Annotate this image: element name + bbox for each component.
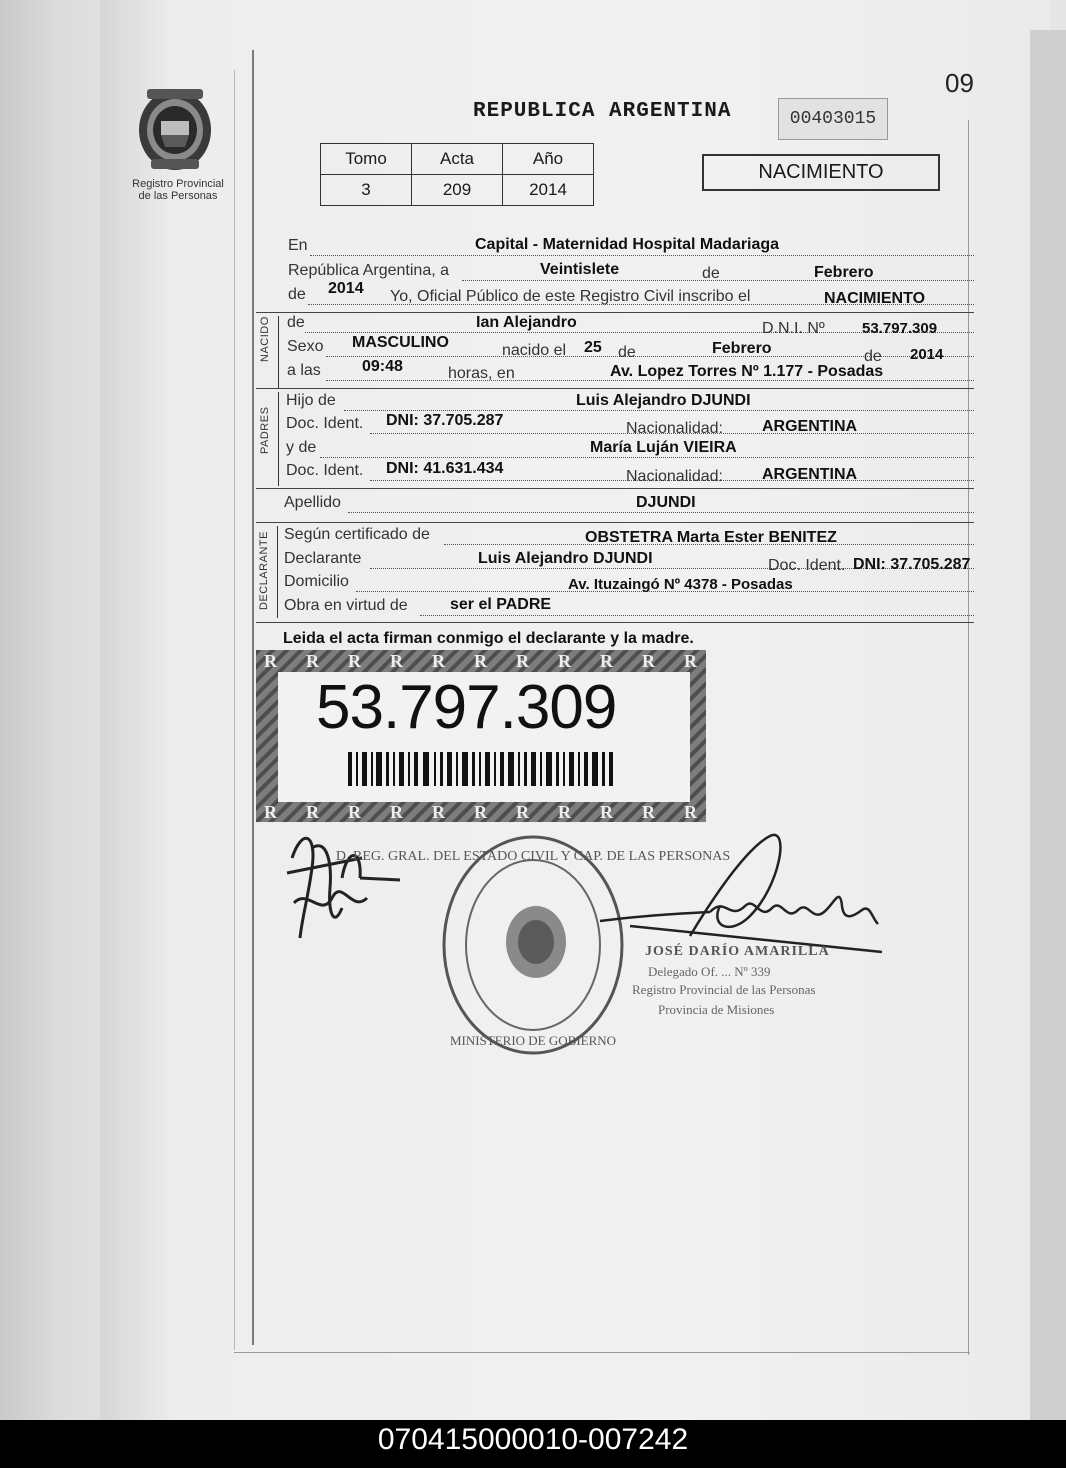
svg-text:R: R <box>390 651 403 671</box>
official-name: JOSÉ DARÍO AMARILLA <box>645 944 830 959</box>
seal-inner-text: MINISTERIO DE GOBIERNO <box>449 1033 617 1048</box>
father-nationality-value: ARGENTINA <box>762 418 858 435</box>
svg-text:R: R <box>516 802 529 822</box>
section-divider <box>256 312 974 313</box>
official-province: Provincia de Misiones <box>658 1002 775 1017</box>
svg-text:R: R <box>264 802 277 822</box>
record-kind-value: NACIMIENTO <box>824 290 926 307</box>
field-label: En <box>288 237 308 254</box>
dotted-line <box>420 614 974 616</box>
place-value: Capital - Maternidad Hospital Madariaga <box>475 236 780 253</box>
table-cell: 3 <box>321 175 412 206</box>
certificate-value: OBSTETRA Marta Ester BENITEZ <box>585 529 837 546</box>
svg-text:R: R <box>432 802 445 822</box>
field-label: nacido el <box>502 342 567 359</box>
field-label: Doc. Ident. <box>286 415 364 432</box>
frame-line <box>234 70 235 1350</box>
father-doc-value: DNI: 37.705.287 <box>386 412 504 429</box>
svg-text:R: R <box>474 651 487 671</box>
field-label: y de <box>286 439 317 456</box>
section-label: DECLARANTE <box>258 531 270 610</box>
country-title: REPUBLICA ARGENTINA <box>473 100 732 123</box>
svg-text:R: R <box>432 651 445 671</box>
field-label: de <box>288 286 306 303</box>
page-number: 09 <box>945 68 974 98</box>
svg-text:R: R <box>600 802 613 822</box>
svg-text:R: R <box>600 651 613 671</box>
field-label: Apellido <box>284 494 341 511</box>
table-header: Tomo <box>321 144 412 175</box>
tomo-acta-table <box>320 143 594 206</box>
mother-nationality-value: ARGENTINA <box>762 466 858 483</box>
field-label: Hijo de <box>286 392 336 409</box>
signature-left <box>272 818 412 948</box>
svg-text:R: R <box>348 651 361 671</box>
section-divider <box>256 522 974 523</box>
field-label: horas, en <box>448 365 515 382</box>
field-label: Nacionalidad: <box>626 468 723 485</box>
section-divider <box>256 388 974 389</box>
frame-line <box>234 1352 970 1353</box>
svg-text:R: R <box>390 802 403 822</box>
section-bar <box>277 526 278 618</box>
svg-text:R: R <box>558 802 571 822</box>
page-edge <box>1030 30 1066 1420</box>
address-value: Av. Ituzaingó Nº 4378 - Posadas <box>568 576 793 593</box>
section-bar <box>278 392 279 486</box>
mother-doc-value: DNI: 41.631.434 <box>386 460 504 477</box>
official-organization: Registro Provincial de las Personas <box>632 982 816 997</box>
svg-text:R: R <box>348 802 361 822</box>
child-name-value: Ian Alejandro <box>476 314 577 331</box>
serial-number: 00403015 <box>778 98 888 140</box>
dni-label-number: 53.797.309 <box>316 673 617 742</box>
month-value: Febrero <box>814 264 874 281</box>
svg-text:R: R <box>684 802 697 822</box>
svg-text:R: R <box>306 802 319 822</box>
registry-caption-line: de las Personas <box>138 190 218 202</box>
field-label: Doc. Ident. <box>768 557 846 574</box>
svg-text:R: R <box>516 651 529 671</box>
signature-right <box>600 826 890 956</box>
declarant-doc-value: DNI: 37.705.287 <box>853 556 971 573</box>
section-label: PADRES <box>259 406 271 454</box>
field-label: Domicilio <box>284 573 349 590</box>
svg-text:R: R <box>264 651 277 671</box>
section-divider <box>256 488 974 489</box>
dotted-line <box>310 254 974 256</box>
section-label: NACIDO <box>259 316 271 362</box>
footer-code: 070415000010-007242 <box>377 1423 689 1456</box>
father-name-value: Luis Alejandro DJUNDI <box>576 392 751 409</box>
field-label: de <box>618 344 636 361</box>
year-value: 2014 <box>328 280 364 297</box>
field-label: Doc. Ident. <box>286 462 364 479</box>
field-label: de <box>702 265 720 282</box>
province-emblem-icon <box>135 85 215 175</box>
table-header: Año <box>503 144 594 175</box>
svg-text:R: R <box>306 651 319 671</box>
declarant-value: Luis Alejandro DJUNDI <box>478 550 653 567</box>
field-label: de <box>287 314 305 331</box>
child-dni-value: 53.797.309 <box>862 320 938 337</box>
table-header: Acta <box>412 144 503 175</box>
day-value: Veintislete <box>540 261 620 278</box>
capacity-value: ser el PADRE <box>450 596 552 613</box>
seal-outer-text: D. REG. GRAL. DEL ESTADO CIVIL Y CAP. DE LAS PERSONAS <box>335 849 731 864</box>
registry-caption <box>118 178 238 202</box>
table-cell: 2014 <box>503 175 594 206</box>
field-label: Sexo <box>287 338 324 355</box>
birth-year-value: 2014 <box>910 346 944 363</box>
section-bar <box>278 316 279 388</box>
field-label: D.N.I. Nº <box>762 320 825 337</box>
svg-text:R: R <box>474 802 487 822</box>
frame-line <box>252 50 254 1345</box>
svg-text:R: R <box>642 651 655 671</box>
record-type-box: NACIMIENTO <box>702 154 940 191</box>
svg-text:R: R <box>558 651 571 671</box>
birth-place-value: Av. Lopez Torres Nº 1.177 - Posadas <box>610 363 884 380</box>
surname-value: DJUNDI <box>636 494 696 511</box>
closing-statement: Leida el acta firman conmigo el declarante y la madre. <box>283 630 694 647</box>
field-label: Declarante <box>284 550 362 567</box>
field-label: Según certificado de <box>284 526 430 543</box>
svg-text:R: R <box>642 802 655 822</box>
table-cell: 209 <box>412 175 503 206</box>
field-label: de <box>864 348 882 365</box>
section-divider <box>256 622 974 623</box>
sex-value: MASCULINO <box>352 334 449 351</box>
field-label: Yo, Oficial Público de este Registro Civil inscribo el <box>390 288 751 305</box>
birth-day-value: 25 <box>584 339 602 356</box>
field-label: a las <box>287 362 321 379</box>
registry-caption-line: Registro Provincial <box>132 178 224 190</box>
frame-line <box>968 120 969 1355</box>
field-label: Obra en virtud de <box>284 597 408 614</box>
time-value: 09:48 <box>362 358 403 375</box>
field-label: República Argentina, a <box>288 262 449 279</box>
field-label: Nacionalidad: <box>626 420 723 437</box>
svg-text:R: R <box>684 651 697 671</box>
mother-name-value: María Luján VIEIRA <box>590 439 737 456</box>
official-role: Delegado Of. ... Nº 339 <box>648 964 771 979</box>
birth-month-value: Febrero <box>712 340 772 357</box>
